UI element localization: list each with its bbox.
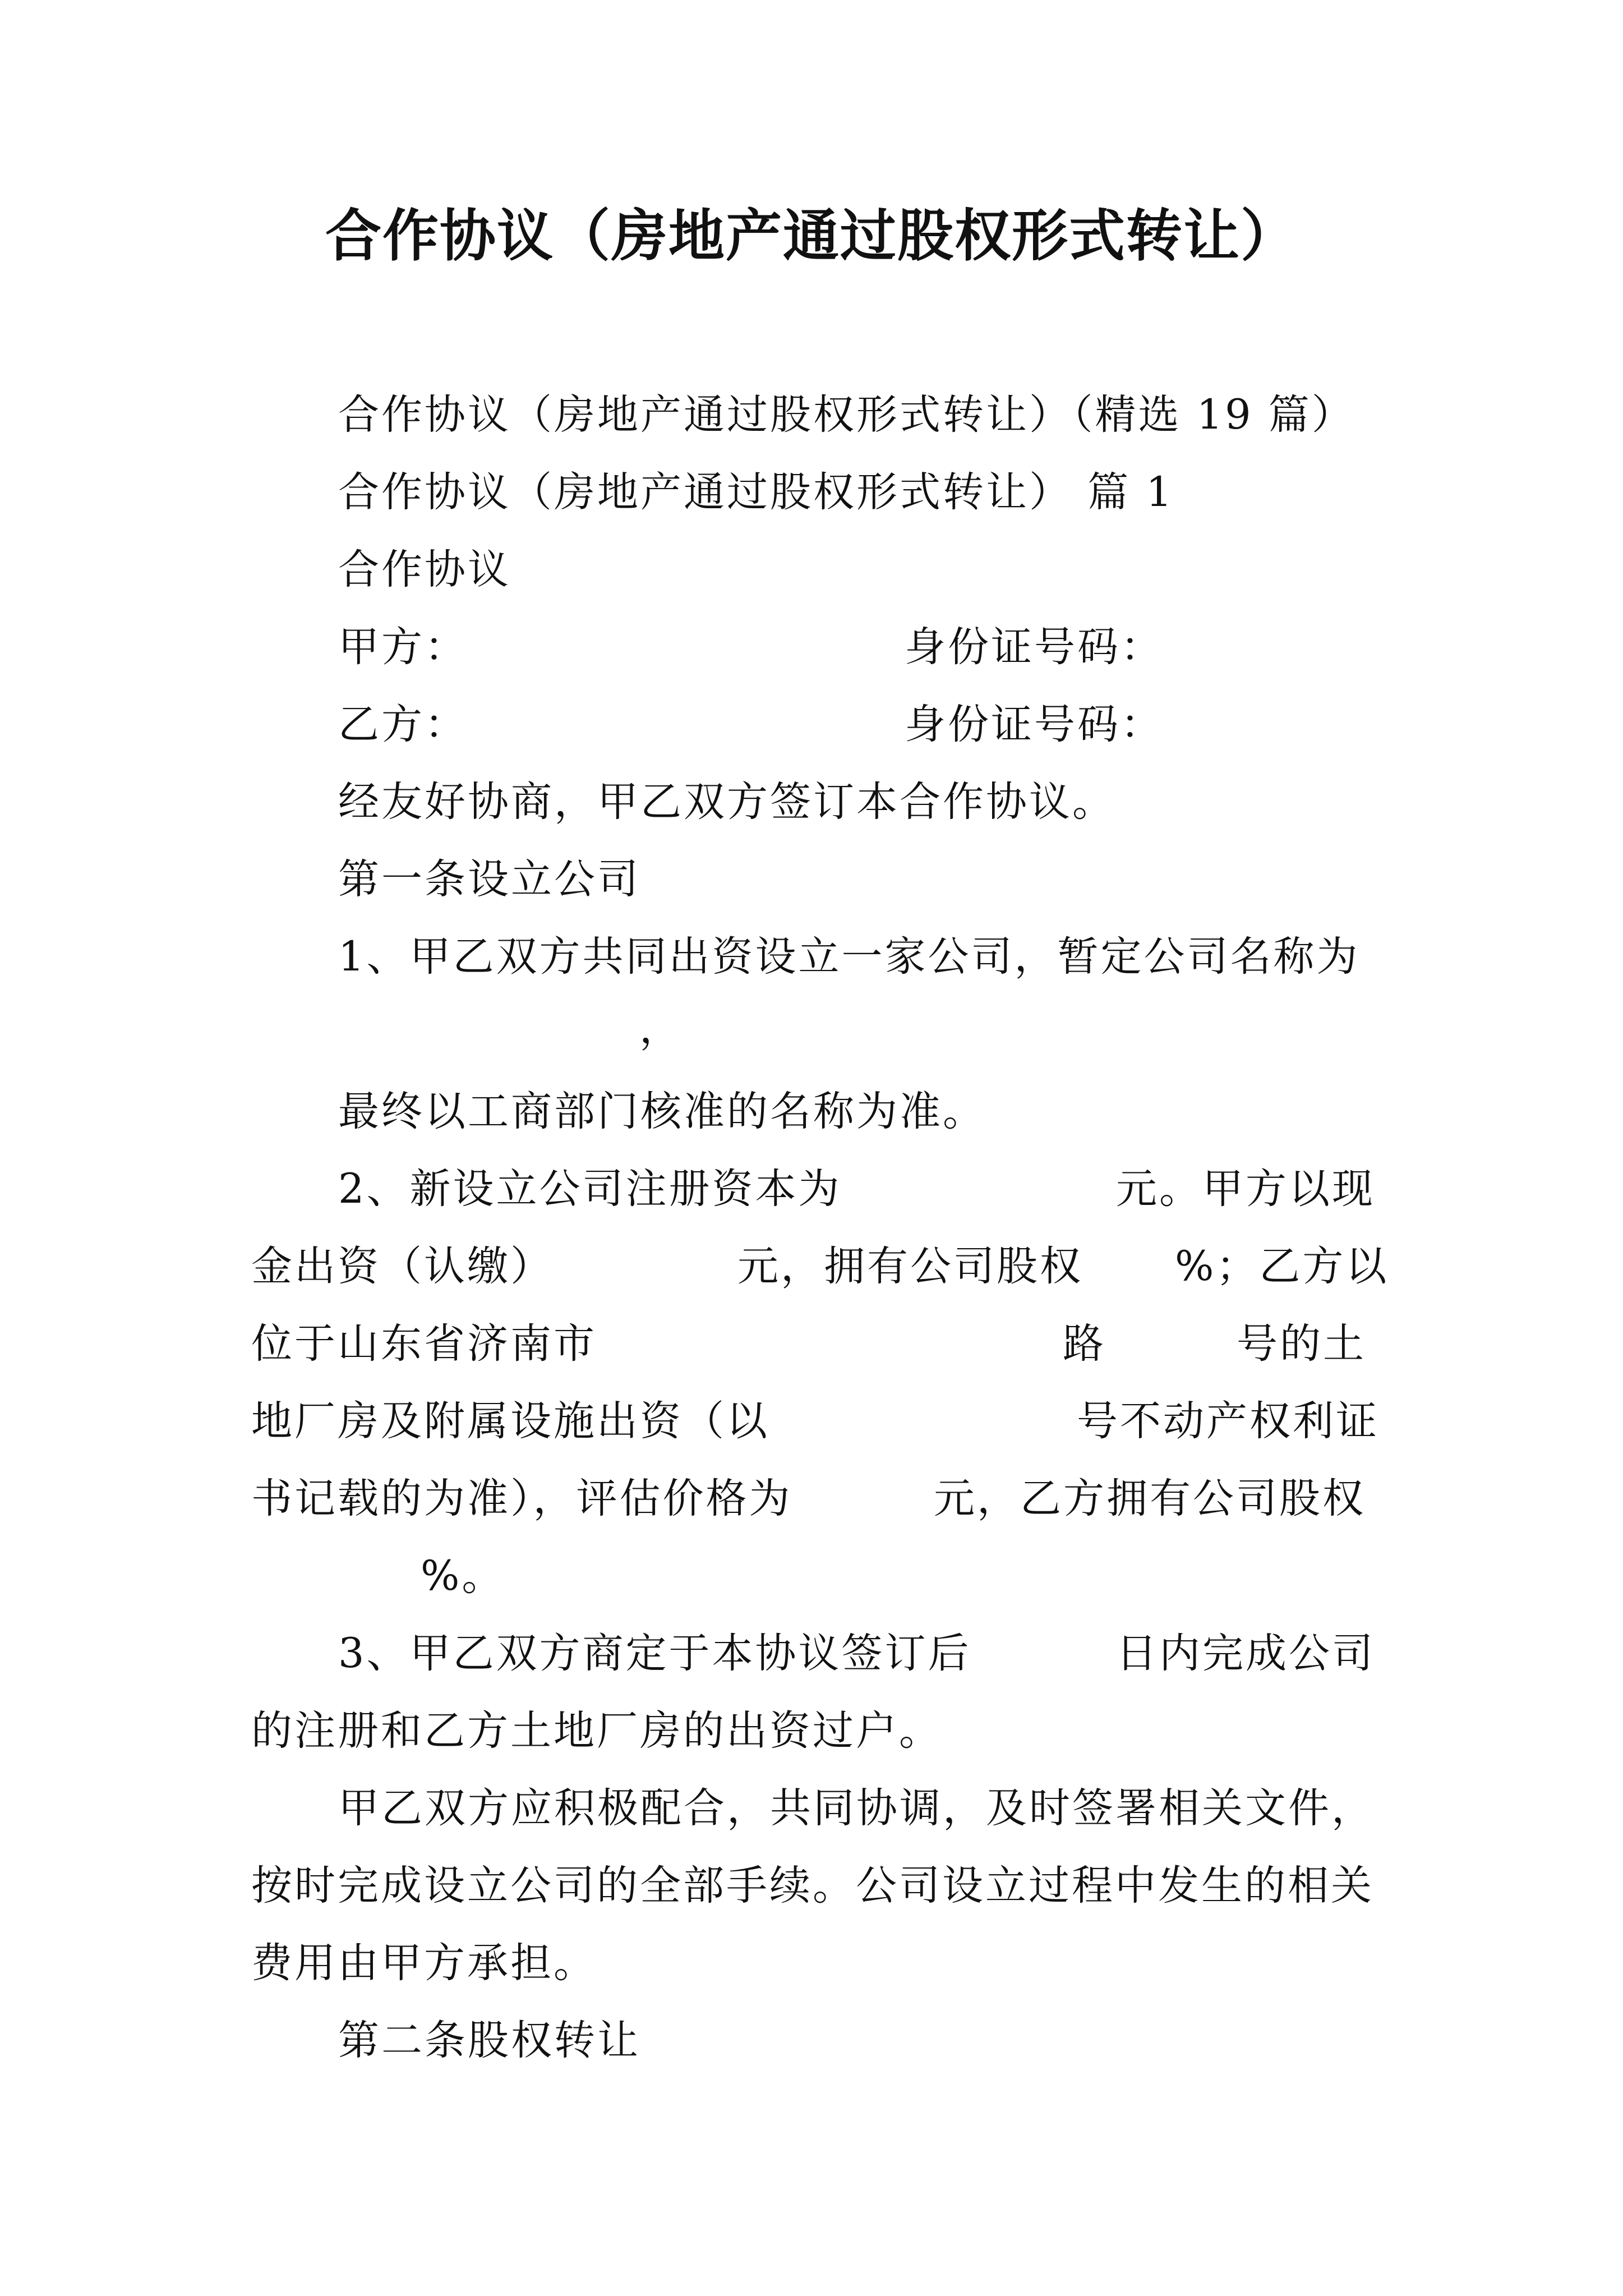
- party-b-id-label: 身份证号码：: [905, 701, 1164, 748]
- clause-1-2-end: 元。甲方以现: [1116, 1165, 1375, 1213]
- clause-1-2-line6: %。: [421, 1552, 505, 1600]
- clause-1-1-cont: 最终以工商部门核准的名称为准。: [338, 1088, 986, 1135]
- clause-1-2-line3b: 路: [1063, 1320, 1106, 1368]
- party-a-label: 甲方：: [338, 623, 468, 671]
- agreement-heading: 合作协议: [338, 546, 511, 593]
- clause-1-2-line2c: %；乙方以: [1175, 1243, 1389, 1290]
- clause-1-2-line3a: 位于山东省济南市: [251, 1320, 597, 1368]
- clause-1-2-line4b: 号不动产权利证: [1077, 1397, 1379, 1445]
- clause-1-2-line3c: 号的土: [1237, 1320, 1366, 1368]
- clause-1-3-start: 3、甲乙双方商定于本协议签订后: [338, 1630, 971, 1677]
- document-title: 合作协议（房地产通过股权形式转让）: [325, 203, 1298, 269]
- article-2-heading: 第二条股权转让: [338, 2017, 640, 2064]
- clause-1-2-line5b: 元，乙方拥有公司股权: [934, 1475, 1366, 1522]
- paragraph-cooperation: 甲乙双方应积极配合，共同协调，及时签署相关文件，: [338, 1784, 1375, 1832]
- article-1-heading: 第一条设立公司: [338, 855, 640, 903]
- party-a-id-label: 身份证号码：: [905, 623, 1164, 671]
- subtitle-selection: 合作协议（房地产通过股权形式转让）（精选 19 篇）: [338, 391, 1355, 439]
- clause-1-2-line2b: 元，拥有公司股权: [737, 1243, 1083, 1290]
- clause-1-3-end: 日内完成公司: [1116, 1630, 1375, 1677]
- paragraph-cooperation-line3: 费用由甲方承担。: [251, 1939, 597, 1987]
- subtitle-part: 合作协议（房地产通过股权形式转让） 篇 1: [338, 468, 1174, 516]
- clause-1-2-line2a: 金出资（认缴）: [251, 1243, 554, 1290]
- paragraph-preamble: 经友好协商，甲乙双方签订本合作协议。: [338, 778, 1115, 826]
- party-b-label: 乙方：: [338, 701, 468, 748]
- clause-1-2-line4a: 地厂房及附属设施出资（以: [251, 1397, 769, 1445]
- clause-1-1-comma: ，: [639, 1005, 683, 1052]
- clause-1-2-line5a: 书记载的为准），评估价格为: [251, 1475, 792, 1522]
- clause-1-3-line2: 的注册和乙方土地厂房的出资过户。: [251, 1707, 942, 1755]
- clause-1-2-start: 2、新设立公司注册资本为: [338, 1165, 842, 1213]
- clause-1-1: 1、甲乙双方共同出资设立一家公司，暂定公司名称为: [338, 933, 1360, 981]
- paragraph-cooperation-line2: 按时完成设立公司的全部手续。公司设立过程中发生的相关: [251, 1862, 1374, 1910]
